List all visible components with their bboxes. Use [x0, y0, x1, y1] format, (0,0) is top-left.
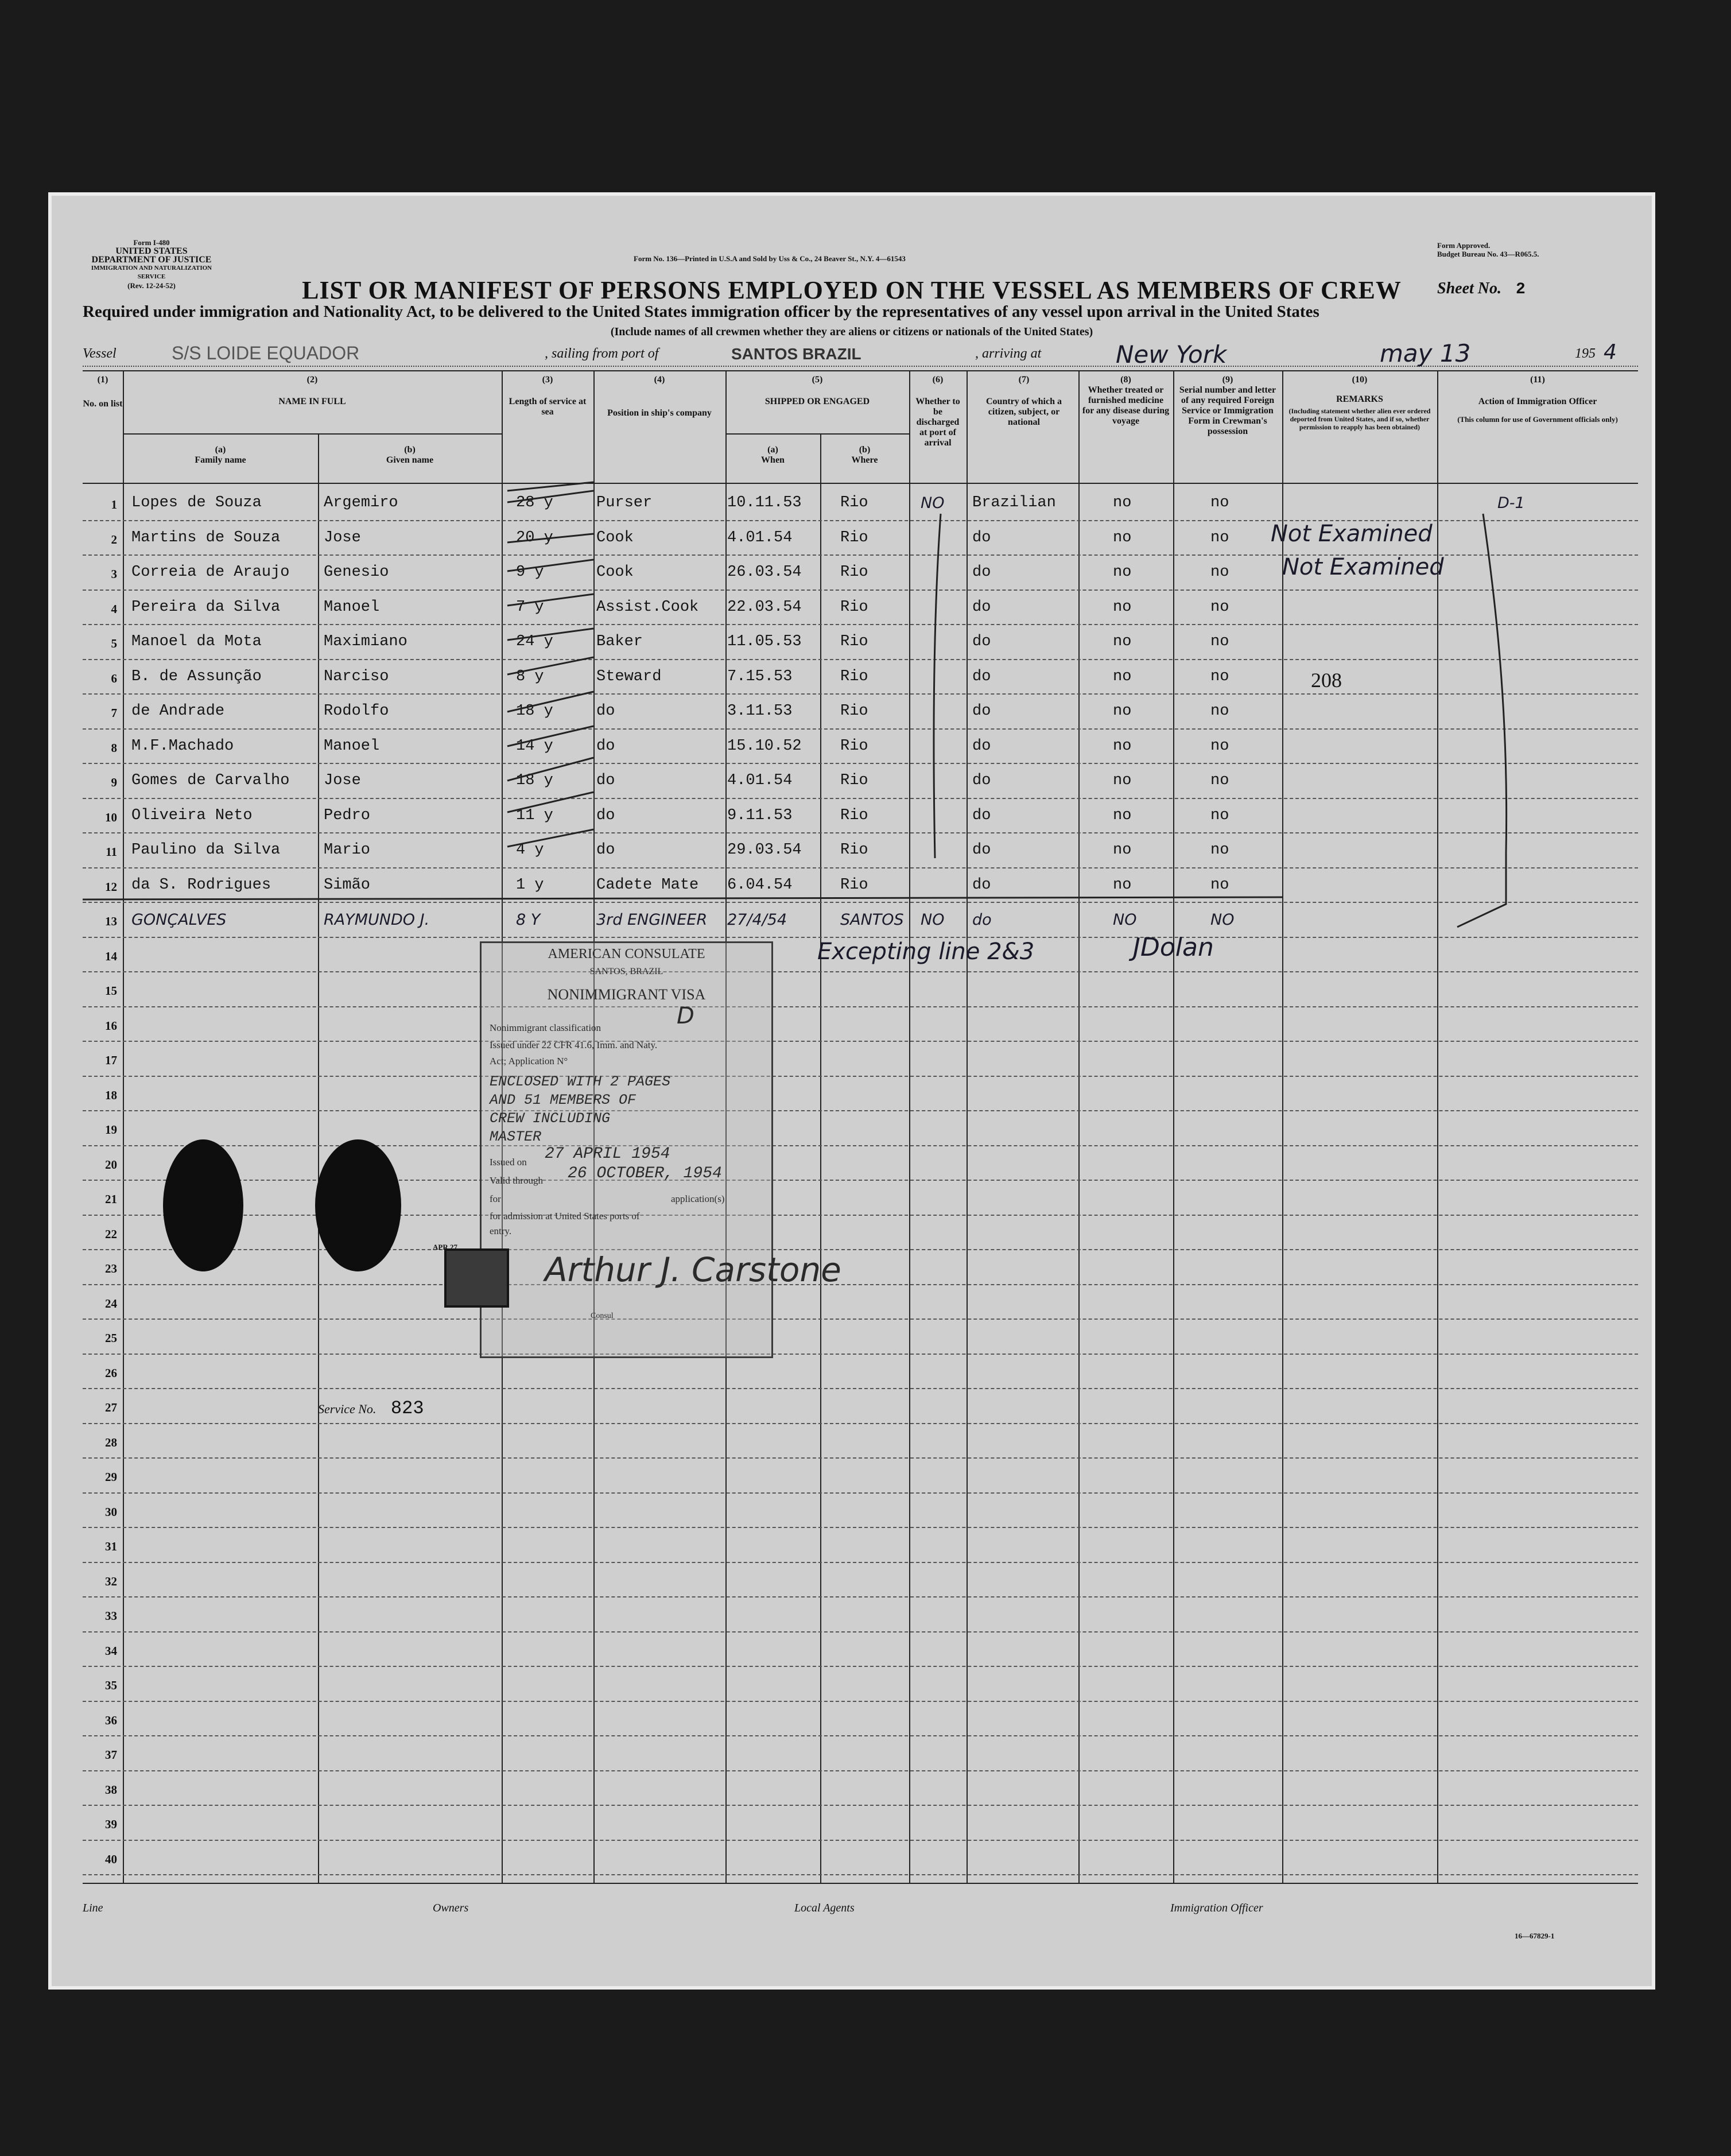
country-cell: do	[972, 842, 991, 859]
medicine-cell: no	[1113, 529, 1132, 546]
country-cell: do	[972, 529, 991, 546]
row-number: 1	[111, 498, 117, 511]
when-cell: 3.11.53	[727, 703, 793, 720]
serial-cell: no	[1210, 842, 1229, 859]
stamp-typed-1: ENCLOSED WITH 2 PAGES	[490, 1073, 671, 1090]
col-number: (9)	[1222, 375, 1233, 385]
given-name-cell: Rodolfo	[324, 703, 389, 720]
family-name-cell: de Andrade	[131, 703, 225, 720]
country-cell: do	[972, 737, 991, 755]
row-number: 28	[105, 1435, 117, 1449]
country-cell: do	[972, 668, 991, 685]
where-cell: Rio	[840, 806, 868, 824]
col-label: Where	[851, 455, 878, 465]
serial-cell: no	[1210, 633, 1229, 650]
row-number: 4	[111, 602, 117, 616]
col-number: (b)	[404, 445, 416, 455]
serial-cell: no	[1210, 703, 1229, 720]
stamp-admission: for admission at United States ports of	[490, 1211, 640, 1222]
fee-stamp	[444, 1248, 509, 1308]
where-cell: Rio	[840, 598, 868, 616]
stamp-applications: application(s)	[671, 1193, 725, 1204]
where-cell: Rio	[840, 842, 868, 859]
position-cell: Baker	[596, 633, 643, 650]
col-label: SHIPPED OR ENGAGED	[764, 397, 870, 406]
stamp-typed-2: AND 51 MEMBERS OF	[490, 1092, 636, 1108]
col-number: (3)	[542, 375, 553, 385]
form-approved: Form Approved.	[1437, 241, 1491, 250]
col-number: (b)	[859, 445, 871, 455]
length-cell: 8 Y	[516, 911, 541, 929]
serial-cell: no	[1210, 772, 1229, 789]
stamp-valid-label: Valid through	[490, 1175, 544, 1186]
length-cell: 28 y	[516, 494, 553, 511]
family-name-cell: Manoel da Mota	[131, 633, 262, 650]
col-label: No. on list	[83, 399, 123, 409]
family-name-cell: B. de Assunção	[131, 668, 262, 685]
sailing-port: SANTOS BRAZIL	[731, 345, 861, 363]
handwritten-marks	[48, 192, 1655, 1990]
department-name: UNITED STATES DEPARTMENT OF JUSTICE	[91, 246, 212, 265]
family-name-cell: Lopes de Souza	[131, 494, 262, 511]
length-cell: 20 y	[516, 529, 553, 546]
embossed-seal	[315, 1139, 401, 1271]
remarks-not-examined-2: Not Examined	[1271, 521, 1433, 547]
discharged-cell: NO	[921, 494, 945, 512]
col-label: Family name	[195, 455, 246, 465]
stamp-issued-date: 27 APRIL 1954	[545, 1145, 670, 1163]
length-cell: 24 y	[516, 633, 553, 650]
serial-cell: no	[1210, 564, 1229, 581]
country-cell: do	[972, 911, 992, 929]
country-cell: do	[972, 772, 991, 789]
given-name-cell: Pedro	[324, 806, 371, 824]
stamp-visa-type: NONIMMIGRANT VISA	[547, 986, 706, 1003]
vessel-name: S/S LOIDE EQUADOR	[172, 343, 360, 363]
medicine-cell: no	[1113, 668, 1132, 685]
serial-cell: no	[1210, 876, 1229, 894]
given-name-cell: Argemiro	[324, 494, 398, 511]
country-cell: do	[972, 598, 991, 616]
given-name-cell: Mario	[324, 842, 371, 859]
vessel-label: Vessel	[83, 346, 117, 361]
row-number: 23	[105, 1262, 117, 1275]
country-cell: do	[972, 564, 991, 581]
where-cell: Rio	[840, 494, 868, 511]
strike-line	[83, 897, 1282, 899]
crew-manifest-sheet	[48, 192, 1655, 1990]
row-number: 33	[105, 1609, 117, 1623]
row-number: 30	[105, 1504, 117, 1519]
consul-signature: Arthur J. Carstone	[545, 1250, 841, 1289]
remarks-not-examined-3: Not Examined	[1282, 554, 1444, 580]
row-number: 16	[105, 1018, 117, 1033]
year-digit: 4	[1604, 340, 1617, 364]
stamp-for-label: for	[490, 1193, 501, 1204]
row-number: 40	[105, 1852, 117, 1866]
length-cell: 4 y	[516, 842, 544, 859]
row-number: 8	[111, 740, 117, 755]
when-cell: 26.03.54	[727, 564, 802, 581]
footer-immigration-officer: Immigration Officer	[1170, 1902, 1263, 1914]
excepting-note: Excepting line 2&3	[817, 939, 1035, 965]
row-number: 3	[111, 567, 117, 581]
subnote: (Include names of all crewmen whether they are aliens or citizens or nationals of the United States)	[610, 325, 1093, 338]
family-name-cell: Correia de Araujo	[131, 564, 290, 581]
col-number: (11)	[1530, 375, 1545, 385]
length-cell: 9 y	[516, 564, 544, 581]
row-number: 20	[105, 1157, 117, 1172]
family-name-cell: Martins de Souza	[131, 529, 281, 546]
row-number: 21	[105, 1192, 117, 1206]
length-cell: 1 y	[516, 876, 544, 894]
given-name-cell: Narciso	[324, 668, 389, 685]
serial-cell: no	[1210, 806, 1229, 824]
row-number: 12	[105, 879, 117, 894]
sheet-label: Sheet No.	[1437, 280, 1501, 297]
given-name-cell: Simão	[324, 876, 371, 894]
discharged-ditto-line	[934, 514, 941, 858]
medicine-cell: no	[1113, 564, 1132, 581]
row-number: 7	[111, 706, 117, 720]
form-code: 16—67829-1	[1515, 1932, 1555, 1940]
position-cell: Assist.Cook	[596, 598, 699, 616]
col-number: (a)	[215, 445, 226, 455]
given-name-cell: Maximiano	[324, 633, 407, 650]
row-number: 26	[105, 1366, 117, 1380]
serial-cell: NO	[1210, 911, 1235, 929]
when-cell: 29.03.54	[727, 842, 802, 859]
family-name-cell: M.F.Machado	[131, 737, 234, 755]
medicine-cell: no	[1113, 842, 1132, 859]
length-cell: 7 y	[516, 598, 544, 616]
medicine-cell: no	[1113, 703, 1132, 720]
position-cell: do	[596, 772, 615, 789]
stamp-consulate: AMERICAN CONSULATE	[548, 947, 705, 961]
row-number: 18	[105, 1088, 117, 1102]
row-number: 22	[105, 1227, 117, 1241]
country-cell: do	[972, 703, 991, 720]
year-label: 195	[1575, 346, 1596, 361]
inspector-initials: JDolan	[1133, 933, 1214, 962]
sheet-number: 2	[1516, 281, 1526, 298]
row-number: 27	[105, 1401, 117, 1414]
row-number: 13	[105, 914, 117, 928]
subtitle: Required under immigration and Nationality Act, to be delivered to the United States immigration officer by the representatives of any vessel upon arrival in the United States	[83, 303, 1319, 321]
col-note: (Including statement whether alien ever ordered deported from United States, and if so, whether permission to reapply has been obtained)	[1288, 407, 1431, 431]
when-cell: 4.01.54	[727, 772, 793, 789]
col-label: Action of Immigration Officer	[1478, 397, 1597, 406]
when-cell: 9.11.53	[727, 806, 793, 824]
position-cell: do	[596, 703, 615, 720]
footer-line-label: Line	[83, 1902, 103, 1914]
arrival-date: may 13	[1380, 339, 1471, 367]
col-label: Length of service at sea	[509, 397, 587, 417]
sailing-label: , sailing from port of	[545, 346, 659, 361]
where-cell: Rio	[840, 633, 868, 650]
col-number: (8)	[1120, 375, 1131, 385]
position-cell: do	[596, 842, 615, 859]
col-label: Position in ship's company	[607, 408, 712, 418]
medicine-cell: no	[1113, 876, 1132, 894]
serial-cell: no	[1210, 668, 1229, 685]
col-label: Whether to be discharged at port of arrival	[915, 397, 960, 448]
row-number: 25	[105, 1331, 117, 1345]
stamp-entry: entry.	[490, 1226, 512, 1236]
arriving-port: New York	[1116, 340, 1227, 369]
row-number: 35	[105, 1678, 117, 1692]
medicine-cell: no	[1113, 494, 1132, 511]
col-label: When	[761, 455, 785, 465]
col-number: (a)	[767, 445, 778, 455]
family-name-cell: Pereira da Silva	[131, 598, 281, 616]
when-cell: 6.04.54	[727, 876, 793, 894]
given-name-cell: Manoel	[324, 737, 380, 755]
page-title: LIST OR MANIFEST OF PERSONS EMPLOYED ON THE VESSEL AS MEMBERS OF CREW	[302, 276, 1402, 304]
length-cell: 8 y	[516, 668, 544, 685]
row-number: 10	[105, 810, 117, 824]
row-number: 29	[105, 1470, 117, 1484]
service-name: IMMIGRATION AND NATURALIZATION SERVICE	[91, 265, 212, 280]
stamp-city: SANTOS, BRAZIL	[589, 967, 663, 976]
stamp-class: D	[677, 1003, 694, 1029]
medicine-cell: no	[1113, 806, 1132, 824]
revision: (Rev. 12-24-52)	[127, 281, 176, 290]
row-number: 14	[105, 949, 117, 963]
row-number: 9	[111, 775, 117, 789]
row-number: 32	[105, 1574, 117, 1588]
col-number: (6)	[932, 375, 944, 385]
service-number-block	[318, 1398, 424, 1419]
country-cell: do	[972, 876, 991, 894]
where-cell: Rio	[840, 668, 868, 685]
medicine-cell: no	[1113, 772, 1132, 789]
embossed-seal	[163, 1139, 243, 1271]
country-cell: Brazilian	[972, 494, 1056, 511]
position-cell: Steward	[596, 668, 662, 685]
where-cell: Rio	[840, 876, 868, 894]
where-cell: Rio	[840, 529, 868, 546]
budget-bureau: Budget Bureau No. 43—R065.5.	[1437, 250, 1539, 258]
given-name-cell: Jose	[324, 772, 361, 789]
discharged-cell: NO	[921, 911, 945, 929]
service-number: 823	[390, 1398, 424, 1419]
where-cell: Rio	[840, 772, 868, 789]
arriving-label: , arriving at	[975, 346, 1042, 361]
col-label: REMARKS	[1336, 394, 1383, 404]
row-number: 5	[111, 637, 117, 650]
row-number: 34	[105, 1643, 117, 1658]
when-cell: 7.15.53	[727, 668, 793, 685]
row-number: 6	[111, 671, 117, 685]
action-cell: D-1	[1497, 494, 1525, 512]
where-cell: Rio	[840, 703, 868, 720]
row-number: 11	[106, 845, 117, 859]
when-cell: 22.03.54	[727, 598, 802, 616]
row-number: 17	[105, 1053, 117, 1067]
footer-local-agents: Local Agents	[794, 1902, 855, 1914]
serial-cell: no	[1210, 737, 1229, 755]
medicine-cell: no	[1113, 633, 1132, 650]
position-cell: do	[596, 806, 615, 824]
position-cell: 3rd ENGINEER	[596, 911, 708, 929]
row-number: 19	[105, 1123, 117, 1137]
serial-cell: no	[1210, 494, 1229, 511]
stamp-typed-4: MASTER	[490, 1129, 542, 1145]
stamp-valid-date: 26 OCTOBER, 1954	[568, 1165, 722, 1182]
serial-cell: no	[1210, 529, 1229, 546]
row-number: 15	[105, 984, 117, 998]
medicine-cell: NO	[1113, 911, 1137, 929]
row-number: 24	[105, 1296, 117, 1310]
printer-line: Form No. 136—Printed in U.S.A and Sold by Uss & Co., 24 Beaver St., N.Y. 4—61543	[634, 254, 906, 263]
position-cell: do	[596, 737, 615, 755]
stamp-class-label: Nonimmigrant classification	[490, 1022, 601, 1033]
given-name-cell: Jose	[324, 529, 361, 546]
col-note: (This column for use of Government officials only)	[1457, 415, 1618, 424]
row-number: 2	[111, 532, 117, 546]
medicine-cell: no	[1113, 598, 1132, 616]
col-label: Serial number and letter of any required Foreign Service or Immigration Form in Crewman's possession	[1179, 385, 1276, 436]
col-number: (1)	[97, 375, 108, 385]
medicine-cell: no	[1113, 737, 1132, 755]
footer-line	[83, 1902, 1638, 1919]
length-cell: 14 y	[516, 737, 553, 755]
col-number: (4)	[654, 375, 665, 385]
position-cell: Cadete Mate	[596, 876, 699, 894]
given-name-cell: Genesio	[324, 564, 389, 581]
when-cell: 4.01.54	[727, 529, 793, 546]
col-label: Given name	[386, 455, 434, 465]
fee-stamp-date: APR 27	[433, 1243, 457, 1251]
given-name-cell: Manoel	[324, 598, 380, 616]
length-tick-marks	[507, 482, 593, 847]
row-number: 37	[105, 1748, 117, 1762]
stamp-act: Act; Application N°	[490, 1056, 568, 1067]
col-number: (10)	[1352, 375, 1368, 385]
consulate-visa-stamp	[480, 941, 841, 1358]
stamp-typed-3: CREW INCLUDING	[490, 1110, 611, 1127]
when-cell: 11.05.53	[727, 633, 802, 650]
position-cell: Purser	[596, 494, 653, 511]
stamp-issued-under: Issued under 22 CFR 41.6, Imm. and Naty.	[490, 1040, 658, 1050]
row-number: 31	[105, 1540, 117, 1553]
family-name-cell: da S. Rodrigues	[131, 876, 271, 894]
col-label: Country of which a citizen, subject, or national	[985, 397, 1062, 427]
where-cell: Rio	[840, 564, 868, 581]
row-number: 36	[105, 1713, 117, 1727]
row-number: 39	[105, 1817, 117, 1831]
when-cell: 27/4/54	[727, 911, 787, 929]
family-name-cell: Gomes de Carvalho	[131, 772, 290, 789]
footer-owners: Owners	[433, 1902, 469, 1914]
family-name-cell: GONÇALVES	[131, 911, 227, 929]
length-cell: 11 y	[516, 806, 553, 824]
position-cell: Cook	[596, 529, 634, 546]
service-label: Service No.	[318, 1402, 377, 1416]
col-number: (5)	[812, 375, 823, 385]
family-name-cell: Paulino da Silva	[131, 842, 281, 859]
country-cell: do	[972, 806, 991, 824]
family-name-cell: Oliveira Neto	[131, 806, 253, 824]
given-name-cell: RAYMUNDO J.	[324, 911, 430, 929]
col-label: Whether treated or furnished medicine for any disease during voyage	[1082, 385, 1170, 426]
stamp-issued-label: Issued on	[490, 1157, 527, 1168]
stamp-consul-label: Consul	[591, 1312, 614, 1320]
col-number: (7)	[1018, 375, 1030, 385]
where-cell: SANTOS	[840, 911, 904, 929]
where-cell: Rio	[840, 737, 868, 755]
serial-cell: no	[1210, 598, 1229, 616]
remarks-cell: 208	[1311, 668, 1342, 692]
when-cell: 15.10.52	[727, 737, 802, 755]
form-number: Form I-480	[133, 238, 170, 247]
row-number: 38	[105, 1782, 117, 1797]
when-cell: 10.11.53	[727, 494, 802, 511]
col-label: NAME IN FULL	[278, 397, 346, 406]
col-number: (2)	[306, 375, 318, 385]
length-cell: 18 y	[516, 703, 553, 720]
action-ditto-line	[1457, 514, 1507, 927]
position-cell: Cook	[596, 564, 634, 581]
length-cell: 18 y	[516, 772, 553, 789]
country-cell: do	[972, 633, 991, 650]
